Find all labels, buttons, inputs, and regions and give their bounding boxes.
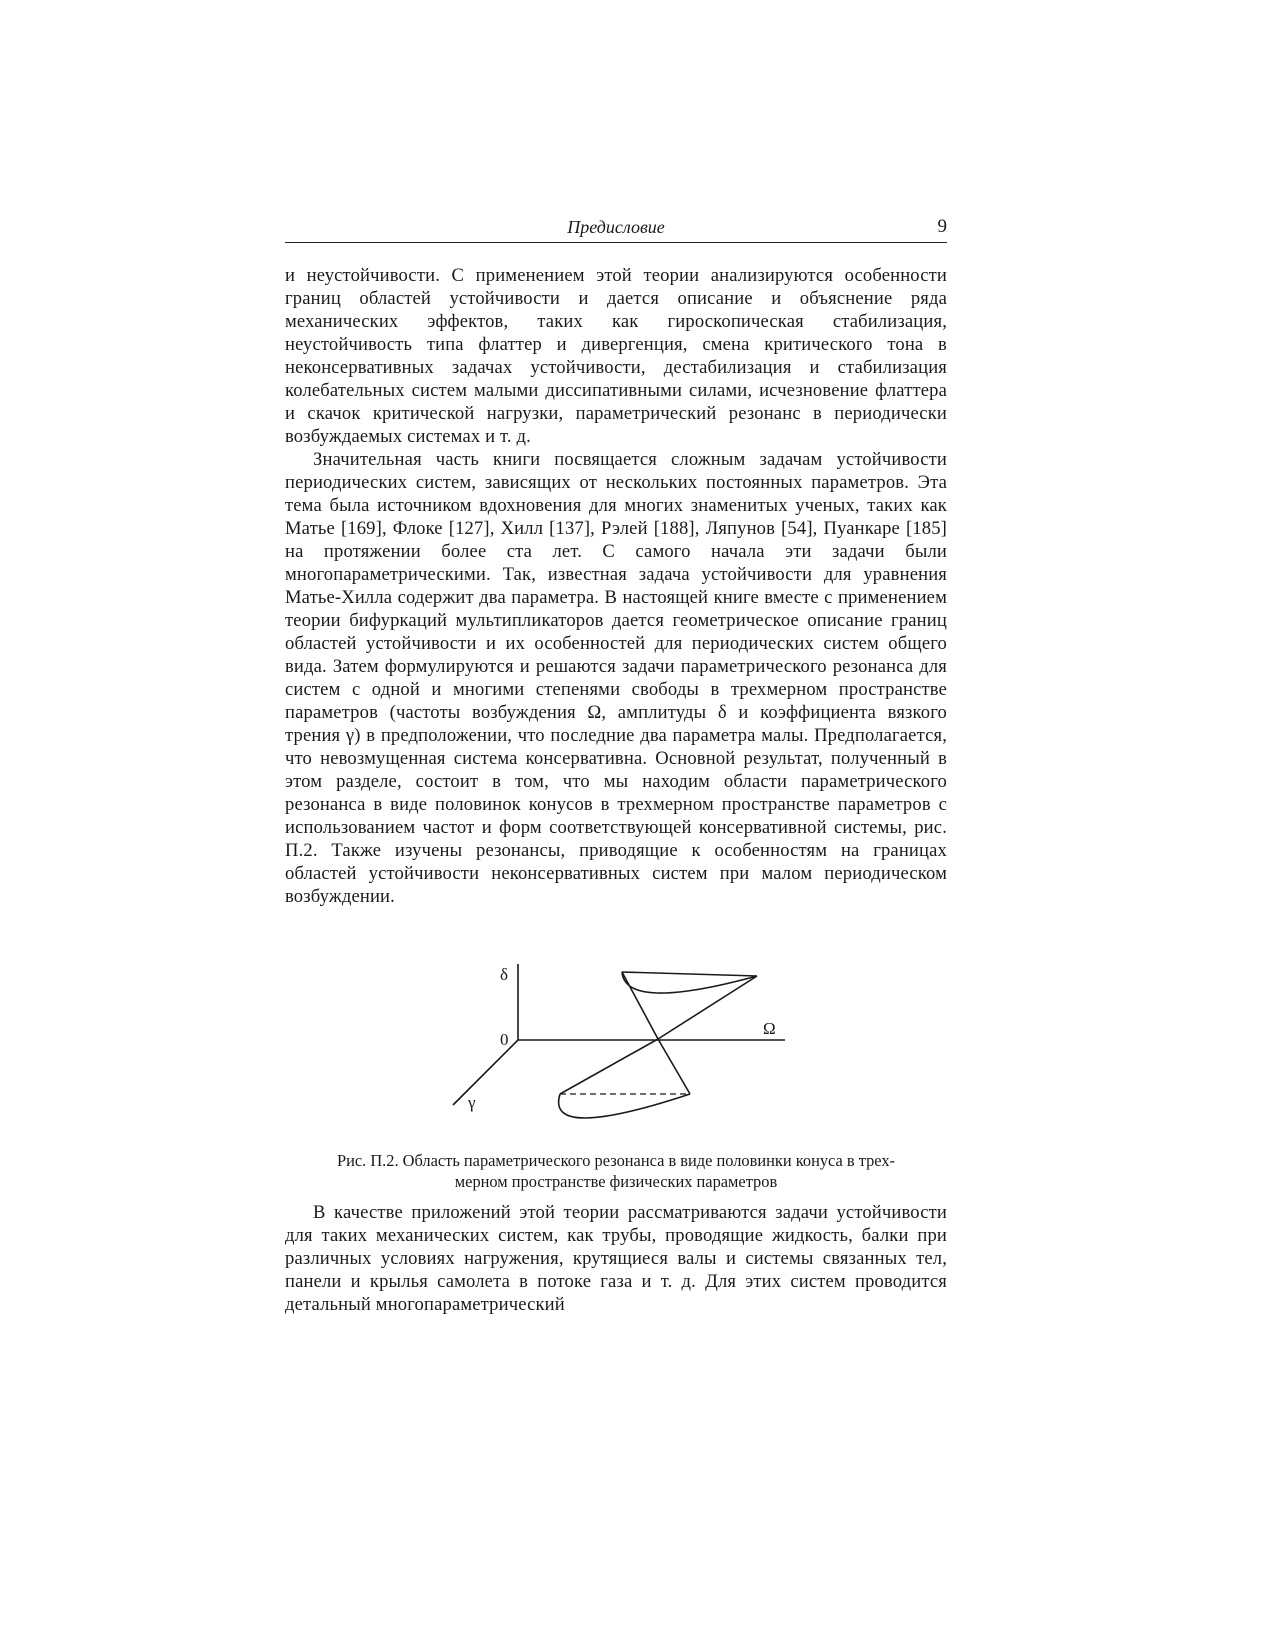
running-title: Предисловие	[567, 217, 665, 237]
axis-label-zero: 0	[500, 1030, 509, 1049]
axis-label-gamma: γ	[468, 1093, 476, 1112]
resonance-cone-diagram	[445, 960, 805, 1143]
running-head	[285, 216, 947, 243]
upper-cone-left-edge	[622, 972, 658, 1039]
axis-label-delta: δ	[500, 965, 509, 984]
lower-cone-rim	[559, 1094, 690, 1118]
caption-line: Рис. П.2. Область параметрического резонанса в виде половинки конуса в трех-	[336, 1151, 895, 1170]
lower-cone-right-edge	[658, 1039, 690, 1094]
body-text-bottom	[285, 1201, 947, 1316]
paragraph: и неустойчивости. С применением этой теории анализируются особенности границ областей устойчивости и дается описание и объяснение ряда механических эффектов, таких как гироскопическая стабилизация, неустойчивость типа флаттер и дивергенция, смена критического тона в неконсервативных задачах устойчивости, дестабилизация и стабилизация колебательных систем малыми диссипативными силами, исчезновение флаттера и скачок критической нагрузки, параметрический резонанс в периодически возбуждаемых системах и т. д.	[285, 265, 947, 447]
lower-cone-left-edge	[560, 1039, 658, 1094]
paragraph: Значительная часть книги посвящается сложным задачам устойчивости периодических систем, зависящих от нескольких постоянных параметров. Эта тема была источником вдохновения для многих знаменитых ученых, таких как Матье [169], Флоке [127], Хилл [137], Рэлей [188], Ляпунов [54], Пуанкаре [185] на протяжении более ста лет. С самого начала эти задачи были многопараметрическими. Так, известная задача устойчивости для уравнения Матье-Хилла содержит два параметра. В настоящей книге вместе с применением теории бифуркаций мультипликаторов дается геометрическое описание границ областей устойчивости и их особенностей для периодических систем общего вида. Затем формулируются и решаются задачи параметрического резонанса для систем с одной и многими степенями свободы в трехмерном пространстве параметров (частоты возбуждения Ω, амплитуды δ и коэффициента вязкого трения γ) в предположении, что последние два параметра малы. Предполагается, что невозмущенная система консервативна. Основной результат, полученный в этом разделе, состоит в том, что мы находим области параметрического резонанса в виде половинок конусов в трехмерном пространстве параметров с использованием частот и форм соответствующей консервативной системы, рис. П.2. Также изучены резонансы, приводящие к особенностям на границах областей устойчивости неконсервативных систем при малом периодическом возбуждении.	[285, 449, 947, 907]
page-number: 9	[937, 216, 947, 237]
paragraph: В качестве приложений этой теории рассматриваются задачи устойчивости для таких механических систем, как трубы, проводящие жидкость, балки при различных условиях нагружения, крутящиеся валы и системы связанных тел, панели и крылья самолета в потоке газа и т. д. Для этих систем проводится детальный многопараметрический	[285, 1202, 947, 1315]
figure-resonance-cone	[445, 960, 805, 1143]
axis-label-omega: Ω	[763, 1019, 776, 1038]
gamma-axis-line	[453, 1040, 518, 1105]
figure-caption	[285, 1150, 947, 1192]
body-text-top	[285, 264, 947, 908]
caption-line: мерном пространстве физических параметров	[454, 1172, 778, 1191]
upper-cone-top-edge	[622, 972, 757, 976]
upper-cone-right-edge	[658, 976, 757, 1039]
